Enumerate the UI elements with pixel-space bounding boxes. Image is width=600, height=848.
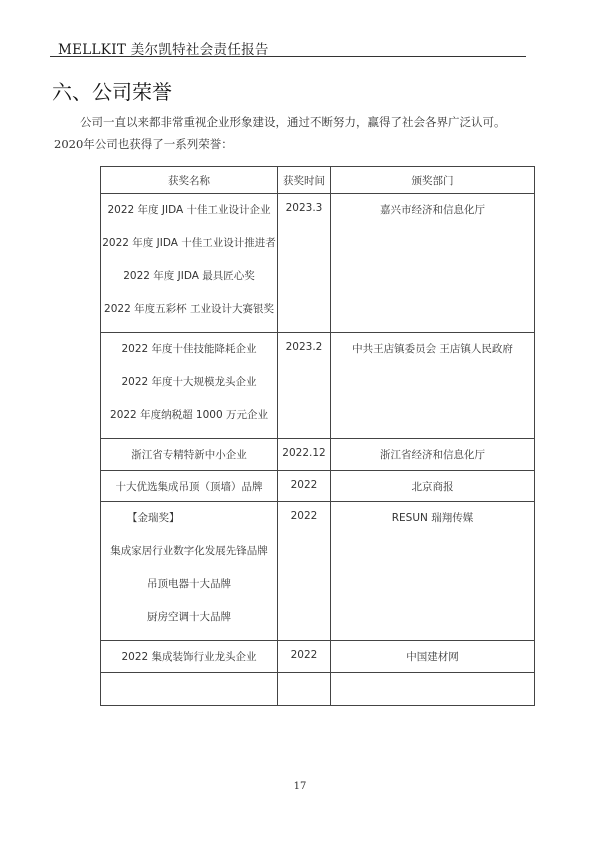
honors-table-container: [100, 166, 531, 683]
award-time-cell: 2023.3: [278, 194, 331, 333]
section-title: 六、公司荣誉: [52, 80, 172, 104]
award-issuer-cell: 嘉兴市经济和信息化厅: [331, 194, 535, 333]
award-issuer-cell: 中国建材网: [331, 641, 535, 673]
award-names-cell: [101, 439, 278, 471]
column-header-award-name: 获奖名称: [101, 167, 278, 194]
award-name: 2022 年度五彩杯 工业设计大赛银奖: [104, 303, 274, 315]
table-row: [101, 673, 535, 706]
column-header-issuer: 颁奖部门: [331, 167, 535, 194]
award-name: 十大优选集成吊顶（顶墙）品牌: [115, 481, 263, 493]
column-header-award-time: 获奖时间: [278, 167, 331, 194]
award-name: 吊顶电器十大品牌: [147, 578, 231, 590]
award-name: 2022 年度 JIDA 十佳工业设计推进者: [102, 237, 276, 249]
award-issuer-cell: 浙江省经济和信息化厅: [331, 439, 535, 471]
page-number: 17: [293, 781, 307, 792]
report-header-title: MELLKIT 美尔凯特社会责任报告: [58, 42, 269, 58]
award-name: 2022 年度十佳技能降耗企业: [121, 343, 257, 355]
award-name: 2022 年度 JIDA 最具匠心奖: [123, 270, 255, 282]
award-names-cell: [101, 333, 278, 439]
award-time-cell: 2023.2: [278, 333, 331, 439]
award-time-cell: 2022.12: [278, 439, 331, 471]
award-issuer-cell: 中共王店镇委员会 王店镇人民政府: [331, 333, 535, 439]
award-name: [101, 679, 277, 699]
table-row: [101, 439, 535, 471]
award-name: 2022 年度十大规模龙头企业: [121, 376, 257, 388]
award-name: 厨房空调十大品牌: [147, 611, 231, 623]
table-row: [101, 641, 535, 673]
award-name: 浙江省专精特新中小企业: [131, 449, 247, 461]
award-names-cell: [101, 673, 278, 706]
header-divider: [50, 56, 526, 57]
award-issuer-cell: [331, 673, 535, 706]
award-name: 2022 年度 JIDA 十佳工业设计企业: [107, 204, 271, 216]
award-names-cell: [101, 502, 278, 641]
award-name: 2022 年度纳税超 1000 万元企业: [110, 409, 268, 421]
award-issuer-cell: 北京商报: [331, 471, 535, 502]
award-names-cell: [101, 194, 278, 333]
award-name: 2022 集成装饰行业龙头企业: [121, 651, 257, 663]
award-names-cell: [101, 641, 278, 673]
table-row: [101, 194, 535, 333]
table-header-row: [101, 167, 535, 194]
table-row: [101, 471, 535, 502]
award-time-cell: 2022: [278, 641, 331, 673]
award-name: 集成家居行业数字化发展先锋品牌: [110, 545, 268, 557]
award-issuer-cell: RESUN 瑞翔传媒: [331, 502, 535, 641]
honors-table: [100, 166, 535, 706]
award-time-cell: 2022: [278, 471, 331, 502]
award-names-cell: [101, 471, 278, 502]
award-name: 【金瑞奖】: [127, 512, 180, 524]
table-row: [101, 333, 535, 439]
intro-paragraph: 公司一直以来都非常重视企业形象建设，通过不断努力，赢得了社会各界广泛认可。2020年公司也获得了一系列荣誉：: [54, 115, 506, 151]
award-time-cell: 2022: [278, 502, 331, 641]
table-row: [101, 502, 535, 641]
award-time-cell: [278, 673, 331, 706]
